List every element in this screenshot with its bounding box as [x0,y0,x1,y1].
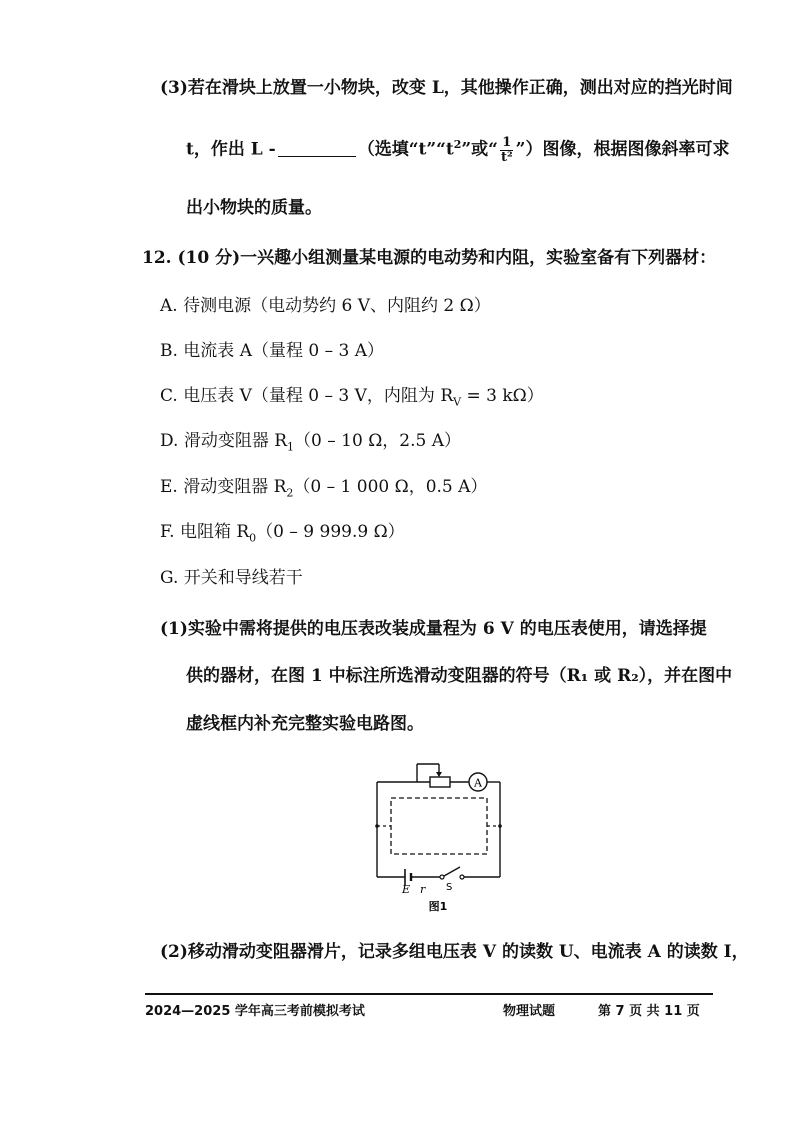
item-d-text: D. 滑动变阻器 R [160,431,288,451]
sub1-line1: (1)实验中需将提供的电压表改装成量程为 6 V 的电压表使用，请选择提 [160,619,707,639]
slider-arrow [436,772,442,777]
item-c [160,384,544,414]
part3-line1: (3)若在滑块上放置一小物块，改变 L，其他操作正确，测出对应的挡光时间 [160,78,733,98]
switch-contact-left [440,875,444,879]
item-d-tail: （0 – 10 Ω，2.5 A） [294,431,462,451]
part3-line2-sup: 2 [453,138,462,151]
switch-lever [444,867,460,876]
q12-intro: 12. (10 分)一兴趣小组测量某电源的电动势和内阻，实验室备有下列器材： [142,248,717,268]
item-c-sub: V [453,395,462,409]
sub2-line1: (2)移动滑动变阻器滑片，记录多组电压表 V 的读数 U、电流表 A 的读数 I， [160,942,749,962]
item-e [160,475,487,505]
part3-line2-c: ”或“ [461,139,498,160]
part3-line2-a: t，作出 L - [186,139,276,160]
item-f-text: F. 电阻箱 R [160,522,250,542]
footer-subject: 物理试题 [503,1004,556,1019]
dashed-frame [391,798,487,854]
node-right [498,824,502,828]
circuit-figure-1 [360,758,520,918]
item-g: G. 开关和导线若干 [160,568,303,588]
fraction-numerator: 1 [502,134,512,150]
node-left [375,824,379,828]
item-f-tail: （0 – 9 999.9 Ω） [256,522,405,542]
part3-line3: 出小物块的质量。 [186,198,322,218]
item-a: A. 待测电源（电动势约 6 V、内阻约 2 Ω） [160,296,491,316]
emf-label: E [402,883,411,896]
item-d-sub: 1 [287,440,295,454]
item-f-sub: 0 [249,531,257,545]
rheostat-body [430,777,450,787]
sub1-line3: 虚线框内补充完整实验电路图。 [186,714,424,734]
switch-label: S [446,882,453,893]
fraction-denominator: t² [500,149,513,165]
fraction-one-over-t2 [499,136,515,165]
part3-line2 [186,133,729,165]
item-f [160,520,405,550]
switch-contact-right [460,875,464,879]
figure-caption: 图1 [428,900,448,913]
footer-exam-title: 2024—2025 学年高三考前模拟考试 [145,1004,365,1019]
part3-line2-d: ”）图像，根据图像斜率可求 [515,139,730,160]
item-e-sub: 2 [286,486,294,500]
item-b: B. 电流表 A（量程 0 – 3 A） [160,341,385,361]
item-e-text: E. 滑动变阻器 R [160,477,287,497]
sub1-line2: 供的器材，在图 1 中标注所选滑动变阻器的符号（R₁ 或 R₂），并在图中 [186,666,733,686]
item-e-tail: （0 – 1 000 Ω，0.5 A） [293,477,488,497]
internal-resistance-label: r [420,883,426,896]
item-d [160,429,461,459]
footer-page-number: 第 7 页 共 11 页 [598,1004,700,1019]
item-c-tail: = 3 kΩ） [461,386,544,406]
ammeter-label: A [474,776,482,790]
footer-rule [145,993,713,995]
item-c-text: C. 电压表 V（量程 0 – 3 V，内阻为 R [160,386,454,406]
part3-line2-b: （选填“t”“t [357,139,454,160]
answer-blank[interactable] [278,140,356,157]
